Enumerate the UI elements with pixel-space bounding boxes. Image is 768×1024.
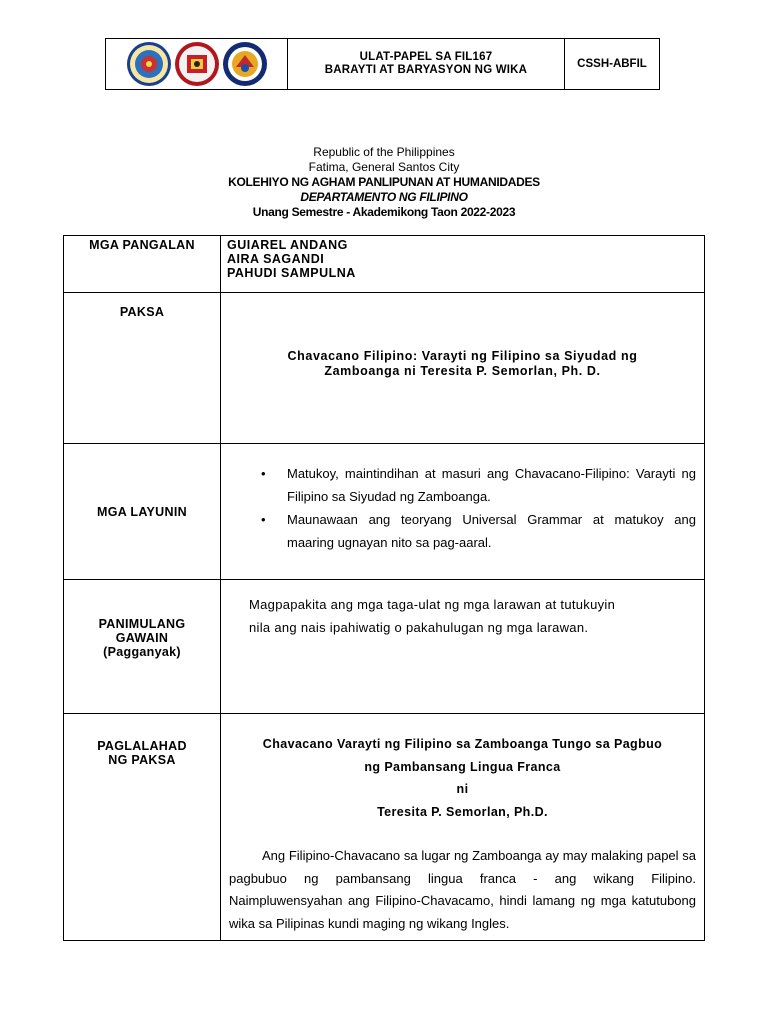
semester-line: Unang Semestre - Akademikong Taon 2022-2023	[252, 205, 516, 219]
objectives-label: MGA LAYUNIN	[64, 444, 221, 580]
presentation-title	[221, 714, 704, 823]
activity-text-line1: Magpapakita ang mga taga-ulat ng mga larawan at tutukuyin	[249, 597, 616, 612]
list-item: • Matukoy, maintindihan at masuri ang Chavacano-Filipino: Varayti ng Filipino sa Siyudad ng Zamboanga.	[287, 462, 696, 508]
presentation-label	[64, 714, 221, 941]
table-row	[64, 444, 705, 580]
institution-block	[0, 145, 768, 220]
report-title-line1: ULAT-PAPEL SA FIL167	[359, 51, 493, 63]
college-seal-logo	[174, 41, 220, 87]
topic-line2: Zamboanga ni Teresita P. Semorlan, Ph. D.	[324, 364, 601, 378]
table-row	[64, 236, 705, 293]
report-title	[288, 39, 565, 89]
activity-value	[221, 580, 705, 714]
activity-label-line1: PANIMULANG	[98, 617, 186, 631]
activity-text-line2: nila ang nais ipahiwatig o pakahulugan ng mga larawan.	[249, 620, 589, 635]
name-item: PAHUDI SAMPULNA	[227, 266, 356, 280]
presentation-label-line1: PAGLALAHAD	[97, 739, 187, 753]
course-code: CSSH-ABFIL	[577, 58, 647, 70]
location-line: Fatima, General Santos City	[308, 160, 460, 174]
logo-strip	[106, 39, 288, 89]
presentation-value	[221, 714, 705, 941]
country-line: Republic of the Philippines	[313, 145, 455, 159]
activity-label	[64, 580, 221, 714]
activity-label-line3: (Pagganyak)	[103, 645, 181, 659]
presentation-body: Ang Filipino-Chavacano sa lugar ng Zamboanga ay may malaking papel sa pagbubuo ng pambansang lingua franca - ang wikang Filipino. Naimpluwensyahan ang Filipino-Chavacamo, hindi lamang ng mga katutubong wika sa Pilipinas kundi maging ng wikang Ingles.	[229, 848, 696, 931]
table-row	[64, 293, 705, 444]
list-item: • Maunawaan ang teoryang Universal Grammar at matukoy ang maaring ugnayan nito sa pag-aaral.	[287, 508, 696, 554]
presentation-label-line2: NG PAKSA	[108, 753, 176, 767]
names-label: MGA PANGALAN	[64, 236, 221, 293]
topic-label: PAKSA	[64, 293, 221, 444]
activity-label-line2: GAWAIN	[115, 631, 169, 645]
objectives-value	[221, 444, 705, 580]
table-row	[64, 580, 705, 714]
table-row	[64, 714, 705, 941]
topic-line1: Chavacano Filipino: Varayti ng Filipino sa Siyudad ng	[287, 349, 638, 363]
objectives-list	[221, 444, 704, 554]
report-title-line2: BARAYTI AT BARYASYON NG WIKA	[324, 64, 528, 76]
presentation-title-line1: Chavacano Varayti ng Filipino sa Zamboanga Tungo sa Pagbuo	[262, 737, 663, 751]
topic-value	[221, 293, 705, 444]
department-seal-logo	[222, 41, 268, 87]
presentation-title-line4: Teresita P. Semorlan, Ph.D.	[377, 804, 548, 819]
names-value	[221, 236, 705, 293]
university-seal-logo	[126, 41, 172, 87]
name-item: GUIAREL ANDANG	[227, 238, 348, 252]
department-name: DEPARTAMENTO NG FILIPINO	[300, 190, 468, 204]
presentation-title-line2: ng Pambansang Lingua Franca	[364, 759, 561, 774]
college-name: KOLEHIYO NG AGHAM PANLIPUNAN AT HUMANIDADES	[228, 175, 540, 189]
document-header	[105, 38, 660, 90]
name-item: AIRA SAGANDI	[227, 252, 325, 266]
presentation-title-line3: ni	[456, 782, 469, 796]
report-table	[63, 235, 705, 941]
